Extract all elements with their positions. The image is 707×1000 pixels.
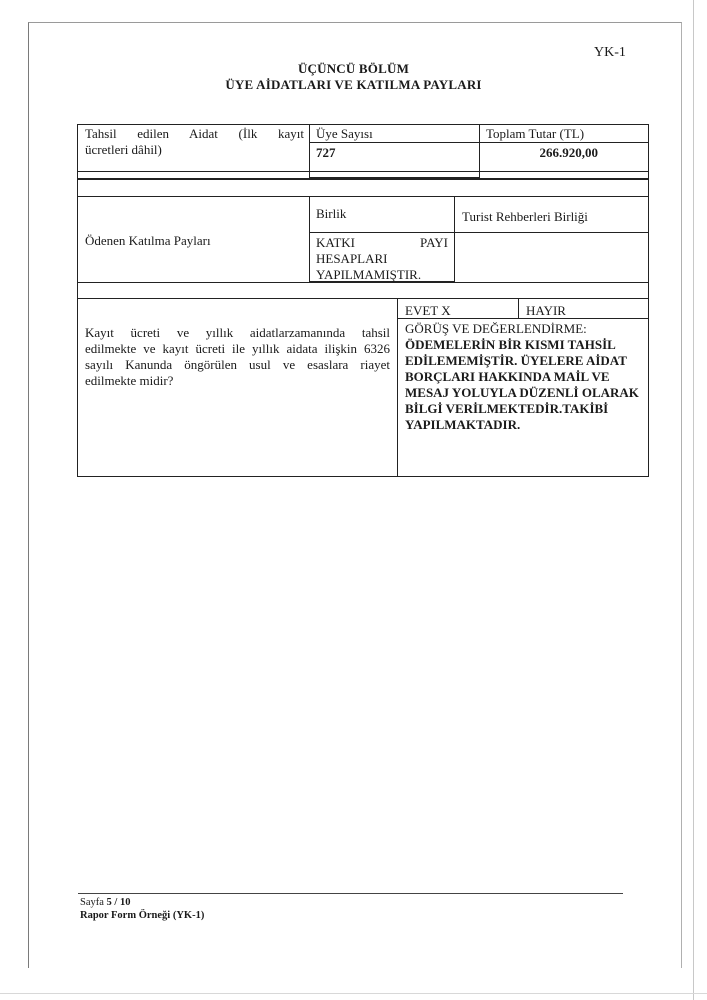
contribution-spacer-row [77, 282, 649, 299]
total-amount-value: 266.920,00 [539, 145, 598, 160]
answer-yes-checked: EVET X [405, 303, 451, 318]
footer-divider [78, 893, 623, 894]
review-text-line4: MESAJ YOLUYLA DÜZENLİ OLARAK [405, 385, 639, 400]
page-label: Sayfa [80, 897, 104, 908]
section-subtitle: ÜYE AİDATLARI VE KATILMA PAYLARI [225, 77, 482, 92]
union-header: Birlik [316, 206, 347, 221]
member-count-value: 727 [316, 145, 336, 160]
question-line1: Kayıt ücreti ve yıllık aidatlarzamanında tahsil [85, 325, 390, 340]
member-count-header: Üye Sayısı [316, 126, 373, 141]
contribution-note-line2: HESAPLARI [316, 251, 388, 266]
dues-label-line2: ücretleri dâhil) [85, 142, 162, 157]
review-text-line2: EDİLEMEMİŞTİR. ÜYELERE AİDAT [405, 353, 627, 368]
question-line3: sayılı Kanunda öngörülen usul ve esaslara riayet [85, 357, 390, 372]
question-line2: edilmekte ve kayıt ücreti ile yıllık aidata ilişkin 6326 [85, 341, 390, 356]
scan-bottom-line [0, 993, 707, 994]
question-line4: edilmekte midir? [85, 373, 174, 388]
page-indicator [80, 897, 130, 908]
scan-edge-line [693, 0, 694, 1000]
page-number: 5 / 10 [106, 897, 131, 908]
review-text-line6: YAPILMAKTADIR. [405, 417, 521, 432]
document-code: YK-1 [594, 45, 626, 60]
review-text-line3: BORÇLARI HAKKINDA MAİL VE [405, 369, 610, 384]
contribution-top-row [77, 179, 649, 197]
section-title: ÜÇÜNCÜ BÖLÜM [297, 61, 410, 76]
review-text-line5: BİLGİ VERİLMEKTEDİR.TAKİBİ [405, 401, 609, 416]
dues-label-line1: Tahsil edilen Aidat (İlk kayıt [85, 126, 304, 141]
contribution-label: Ödenen Katılma Payları [85, 233, 211, 248]
review-text-line1: ÖDEMELERİN BİR KISMI TAHSİL [405, 337, 616, 352]
form-label: Rapor Form Örneği (YK-1) [80, 910, 205, 921]
union-name: Turist Rehberleri Birliği [462, 209, 588, 224]
contribution-note-line3: YAPILMAMIŞTIR. [316, 267, 422, 282]
answer-no: HAYIR [526, 303, 566, 318]
total-amount-header: Toplam Tutar (TL) [486, 126, 585, 141]
dues-spacer-row [77, 171, 649, 179]
contribution-note-line1: KATKI PAYI [316, 235, 448, 250]
review-header: GÖRÜŞ VE DEĞERLENDİRME: [405, 321, 587, 336]
